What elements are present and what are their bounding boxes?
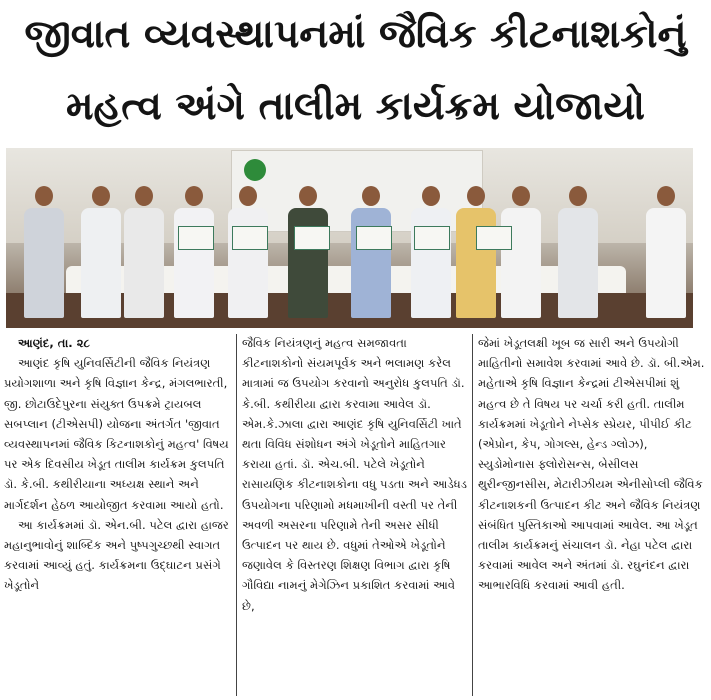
certificate xyxy=(356,226,392,250)
certificate xyxy=(294,226,330,250)
headline-line-2: મહત્વ અંગે તાલીમ કાર્યક્રમ યોજાયો xyxy=(65,84,646,129)
person-figure xyxy=(558,186,598,318)
person-figure xyxy=(81,186,121,318)
person-figure xyxy=(351,186,391,318)
article-column-3 xyxy=(478,333,706,596)
person-figure xyxy=(124,186,164,318)
person-figure xyxy=(646,186,686,318)
certificate xyxy=(232,226,268,250)
event-photo xyxy=(6,148,693,328)
person-figure xyxy=(24,186,64,318)
university-logo-icon xyxy=(244,159,266,181)
person-figure xyxy=(456,186,496,318)
column-divider xyxy=(236,334,237,696)
certificate xyxy=(414,226,450,250)
certificate xyxy=(476,226,512,250)
person-figure xyxy=(228,186,268,318)
headline-line-1: જીવાત વ્યવસ્થાપનમાં જૈવિક કીટનાશકોનું xyxy=(24,12,687,57)
certificate xyxy=(178,226,214,250)
col1-paragraph-1: આણંદ કૃષિ યુનિવર્સિટીની જૈવિક નિયંત્રણ પ્રયોગશાળા અને કૃષિ વિજ્ઞાન કેન્દ્ર, મંગલભારતી, જી. છોટાઉદેપુરના સંયુક્ત ઉપક્રમે ટ્રાયબલ સબપ્લાન (ટીએસપી) યોજના અંતર્ગત 'જીવાત વ્યવસ્થાપનમાં જૈવિક કિટનાશકોનું મહત્વ' વિષય પર એક દિવસીય ખેડૂત તાલીમ કાર્યક્રમ કુલપતિ ડૉ. કે.બી. કથીરીયાના અધ્યક્ષ સ્થાને અને માર્ગદર્શન હેઠળ આયોજીત કરવામા આયો હતો. xyxy=(4,356,229,512)
col2-paragraph: જૈવિક નિયંત્રણનું મહત્વ સમજાવતા કીટનાશકોનો સંયમપૂર્વક અને ભલામણ કરેલ માત્રામાં જ ઉપયોગ કરવાનો અનુરોધ કુલપતિ ડૉ. કે.બી. કથીરીયા દ્વારા કરવામા આવેલ ડૉ. એમ.કે.ઝાલા દ્વારા આણંદ કૃષિ યુનિવર્સિટી ખાતે થતા વિવિધ સંશોધન અંગે ખેડૂતોને માહિતગાર કરાયા હતાં. ડૉ. એચ.બી. પટેલે ખેડૂતોને રાસાયણિક કીટનાશકોના વધુ પડતા અને આડેધડ ઉપયોગના પરિણામો મધમાખીની વસ્તી પર તેની અવળી અસરના પરિણામે તેની અસર સીધી ઉત્પાદન પર થાય છે. વધુમાં તેઓએ ખેડૂતોને જણાવેલ કે વિસ્તરણ શિક્ષણ વિભાગ દ્વારા કૃષિ ગૌવિદ્યા નામનું મેગેઝિન પ્રકાશિત કરવામાં આવે છે, xyxy=(242,336,468,613)
column-divider xyxy=(472,334,473,696)
dateline: આણંદ, તા. ૨૮ xyxy=(18,336,90,350)
article-column-1 xyxy=(4,333,232,596)
person-figure xyxy=(411,186,451,318)
person-figure xyxy=(288,186,328,318)
person-figure xyxy=(174,186,214,318)
col3-paragraph: જેમાં ખેડૂતલક્ષી ખૂબ જ સારી અને ઉપયોગી માહિતીનો સમાવેશ કરવામાં આવે છે. ડૉ. બી.એમ. મહેતાએ કૃષિ વિજ્ઞાન કેન્દ્રમાં ટીએસપીમાં શું મહત્વ છે તે વિષય પર ચર્ચા કરી હતી. તાલીમ કાર્યક્રમમાં ખેડૂતોને નેપ્સેક સ્પ્રેયર, પીપીઈ કીટ (એપ્રોન, કેપ, ગોગલ્સ, હેન્ડ ગ્લોઝ), સ્યુડોમોનાસ ફ્લોરોસન્સ, બેસીલસ થુરીન્જીનસીસ, મેટારીઝીયમ એનીસોપ્લી જૈવિક કીટનાશકની ઉત્પાદન કીટ અને જૈવિક નિયંત્રણ સંબંધિત પુસ્તિકાઓ આપવામાં આવેલ. આ ખેડૂત તાલીમ કાર્યક્રમનું સંચાલન ડૉ. નેહા પટેલ દ્વારા કરવામાં આવેલ અને અંતમાં ડૉ. રઘુનંદન દ્વારા આભારવિધિ કરવામાં આવી હતી. xyxy=(478,336,705,593)
col1-paragraph-2: આ કાર્યક્રમમાં ડૉ. એન.બી. પટેલ દ્વારા હાજર મહાનુભાવોનું શાબ્દિક અને પુષ્પગુચ્છથી સ્વાગત કરવામાં આવ્યું હતું. કાર્યક્રમના ઉદ્ઘાટન પ્રસંગે ખેડૂતોને xyxy=(4,517,229,593)
person-figure xyxy=(501,186,541,318)
article-column-2 xyxy=(242,333,468,616)
